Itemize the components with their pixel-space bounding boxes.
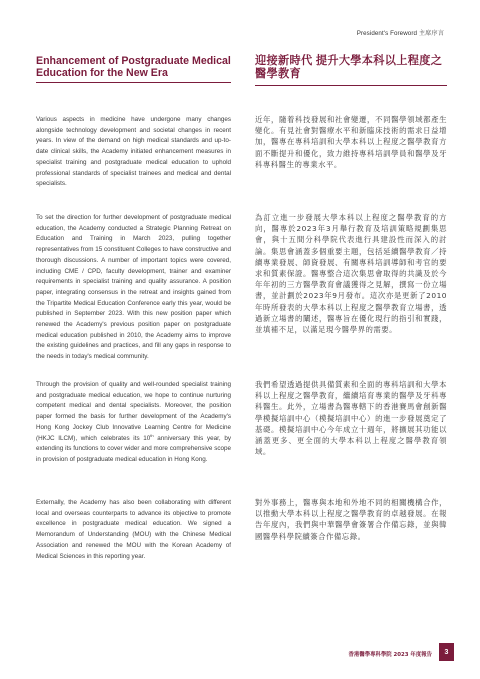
english-paragraph-4: Externally, the Academy has also been collaborating with different local and overseas counterparts to advance its objective to promote excellence in postgraduate medical education. We signed a Memorandum of Understanding (MOU) with the Chinese Medical Association and renewed the MOU with the Korean Academy of Medical Sciences in this reporting year. xyxy=(36,499,231,560)
section-label: President's Foreword 主席序言 xyxy=(356,30,444,37)
chinese-title-divider xyxy=(255,85,447,86)
chinese-paragraph-4: 對外事務上，醫專與本地和外地不同的相關機構合作，以推動大學本科以上程度之醫學教育的卓越發展。在報告年度內，我們與中華醫學會簽署合作備忘錄，並與韓國醫學科學院續簽合作備忘錄。 xyxy=(255,498,447,541)
publication-title: 香港醫學專科學院 2023 年度報告 xyxy=(348,652,432,658)
chinese-paragraph-1: 近年，隨着科技發展和社會變遷，不同醫學領域都產生變化。有見社會對醫療水平和新臨床技術的需求日益增加，醫專在專科培訓和大學本科以上程度之醫學教育方面不斷提升和優化，致力維持專科培訓學員和醫學及牙科專科醫生的專業水平。 xyxy=(255,115,447,169)
english-column xyxy=(36,55,231,560)
english-paragraph-1: Various aspects in medicine have undergone many changes alongside technology development and societal changes in recent years. In view of the demand on high medical standards and up-to-date clinical skills, the Academy initiated enhancement measures in specialist training and postgraduate medical education to uphold professional standards of specialist trainees and medical and dental specialists. xyxy=(36,116,231,188)
english-paragraph-3 xyxy=(36,380,231,466)
chinese-paragraph-3: 我們希望透過提供具備質素和全面的專科培訓和大學本科以上程度之醫學教育，繼續培育專業的醫學及牙科專科醫生。此外，立場書為醫專轄下的香港賽馬會創新醫學模擬培訓中心（模擬培訓中心）的進一步發展奠定了基礎。模擬培訓中心今年成立十週年，將擴展其功能以涵蓋更多、更全面的大學本科以上程度之醫學教育領域。 xyxy=(255,380,447,457)
chinese-title: 迎接新時代 提升大學本科以上程度之醫學教育 xyxy=(255,55,443,81)
page-number: 3 xyxy=(439,643,454,661)
english-paragraph-3-tail: anniversary this year, by extending its functions to cover wider and more comprehensive scope in provision of postgraduate medical education in Hong Kong. xyxy=(36,434,231,463)
chinese-column xyxy=(255,55,447,541)
english-title: Enhancement of Postgraduate Medical Education for the New Era xyxy=(36,55,231,80)
english-paragraph-2: To set the direction for further development of postgraduate medical education, the Academy conducted a Strategic Planning Retreat on Education and Training in March 2023, pulling together representatives from 15 constituent Colleges to have constructive and thorough discussions. A number of important topics were covered, including CME / CPD, faculty development, trainer and examiner requirements in specialist training and quality assurance. A position paper, integrating consensus in the retreat and insights gained from the Tripartite Medical Education Conference early this year, would be published in September 2023. With this new position paper which renewed the Academy's previous position paper on postgraduate medical education published in 2010, the Academy aims to improve the existing guidelines and practices, and fill any gaps in response to the needs in today's medical community. xyxy=(36,214,231,361)
ordinal-suffix: th xyxy=(150,432,154,438)
english-title-divider xyxy=(36,82,231,83)
chinese-paragraph-2: 為訂立進一步發展大學本科以上程度之醫學教育的方向，醫專於2023年3月舉行教育及培訓策略規劃集思會，與十五間分科學院代表進行具建設性而深入的討論。集思會涵蓋多個重要主題，包括延續醫學教育／持續專業發展、師資發展、有關專科培訓導師和考官的要求和質素保證。醫專整合這次集思會取得的共識及於今年年初的三方醫學教育會議獲得之見解，撰寫一份立場書，並計劃於2023年9月發布。這次亦是更新了2010年時所發表的大學本科以上程度之醫學教育立場書，透過新立場書的闡述，醫專旨在優化現行的指引和實踐，並填補不足，以滿足現今醫學界的需要。 xyxy=(255,213,447,335)
english-paragraph-3-text: Through the provision of quality and well-rounded specialist training and postgraduate medical education, we hope to continue nurturing competent medical and dental specialists. Moreover, the position paper formed the basis for further development of the Academy's Hong Kong Jockey Club Innovative Learning Centre for Medicine (HKJC ILCM), which celebrates its 10 xyxy=(36,381,231,442)
